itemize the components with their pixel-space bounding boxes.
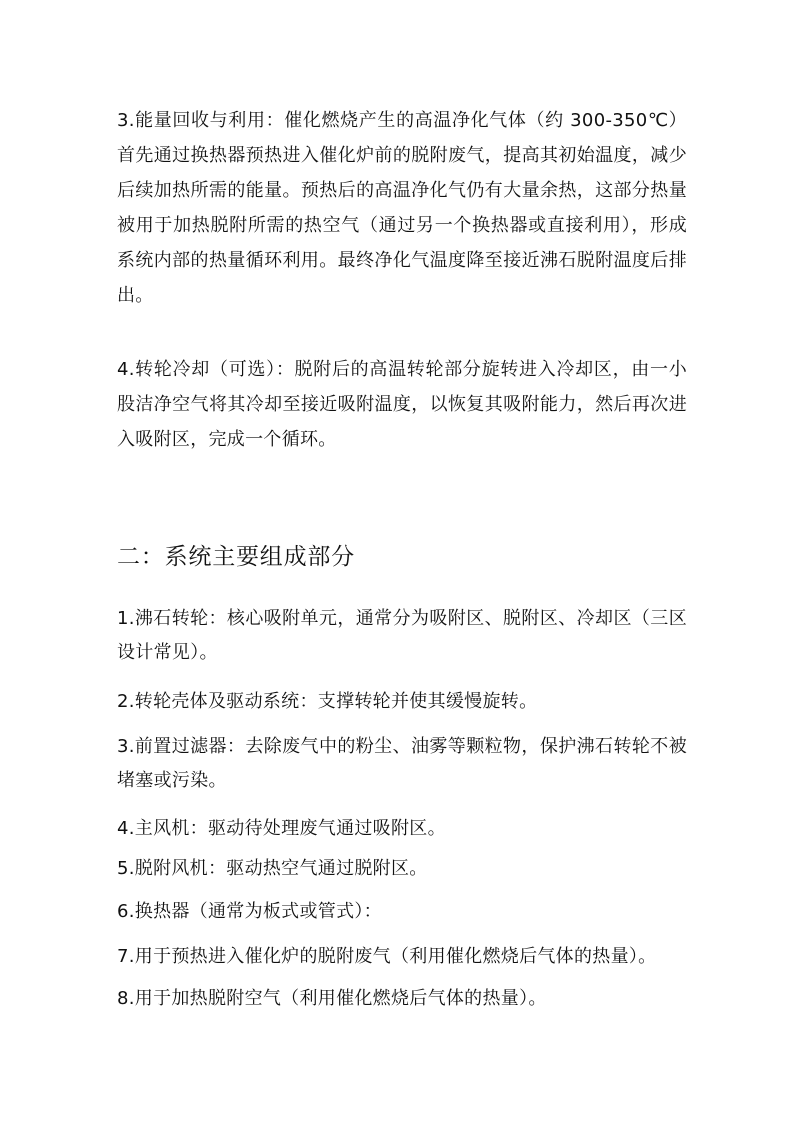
list-item: 2.转轮壳体及驱动系统：支撑转轮并使其缓慢旋转。 — [117, 691, 538, 712]
list-item: 4.主风机：驱动待处理废气通过吸附区。 — [117, 818, 446, 839]
list-item: 5.脱附风机：驱动热空气通过脱附区。 — [117, 858, 428, 879]
list-item: 8.用于加热脱附空气（利用催化燃烧后气体的热量）。 — [117, 988, 547, 1009]
section-heading: 二：系统主要组成部分 — [117, 544, 355, 570]
paragraph-wheel-cooling: 4.转轮冷却（可选）：脱附后的高温转轮部分旋转进入冷却区，由一小股洁净空气将其冷却至接近吸附温度，以恢复其吸附能力，然后再次进入吸附区，完成一个循环。 — [117, 359, 687, 450]
list-item: 7.用于预热进入催化炉的脱附废气（利用催化燃烧后气体的热量）。 — [117, 946, 657, 967]
paragraph-energy-recovery: 3.能量回收与利用：催化燃烧产生的高温净化气体（约 300-350℃）首先通过换热器预热进入催化炉前的脱附废气，提高其初始温度，减少后续加热所需的能量。预热后的高温净化气仍有大量余热，这部分热量被用于加热脱附所需的热空气（通过另一个换热器或直接利用），形成系统内部的热量循环利用。最终净化气温度降至接近沸石脱附温度后排出。 — [117, 110, 687, 306]
list-item: 1.沸石转轮：核心吸附单元，通常分为吸附区、脱附区、冷却区（三区设计常见）。 — [117, 608, 687, 663]
list-item: 3.前置过滤器：去除废气中的粉尘、油雾等颗粒物，保护沸石转轮不被堵塞或污染。 — [117, 736, 687, 791]
list-item: 6.换热器（通常为板式或管式）： — [117, 901, 382, 922]
